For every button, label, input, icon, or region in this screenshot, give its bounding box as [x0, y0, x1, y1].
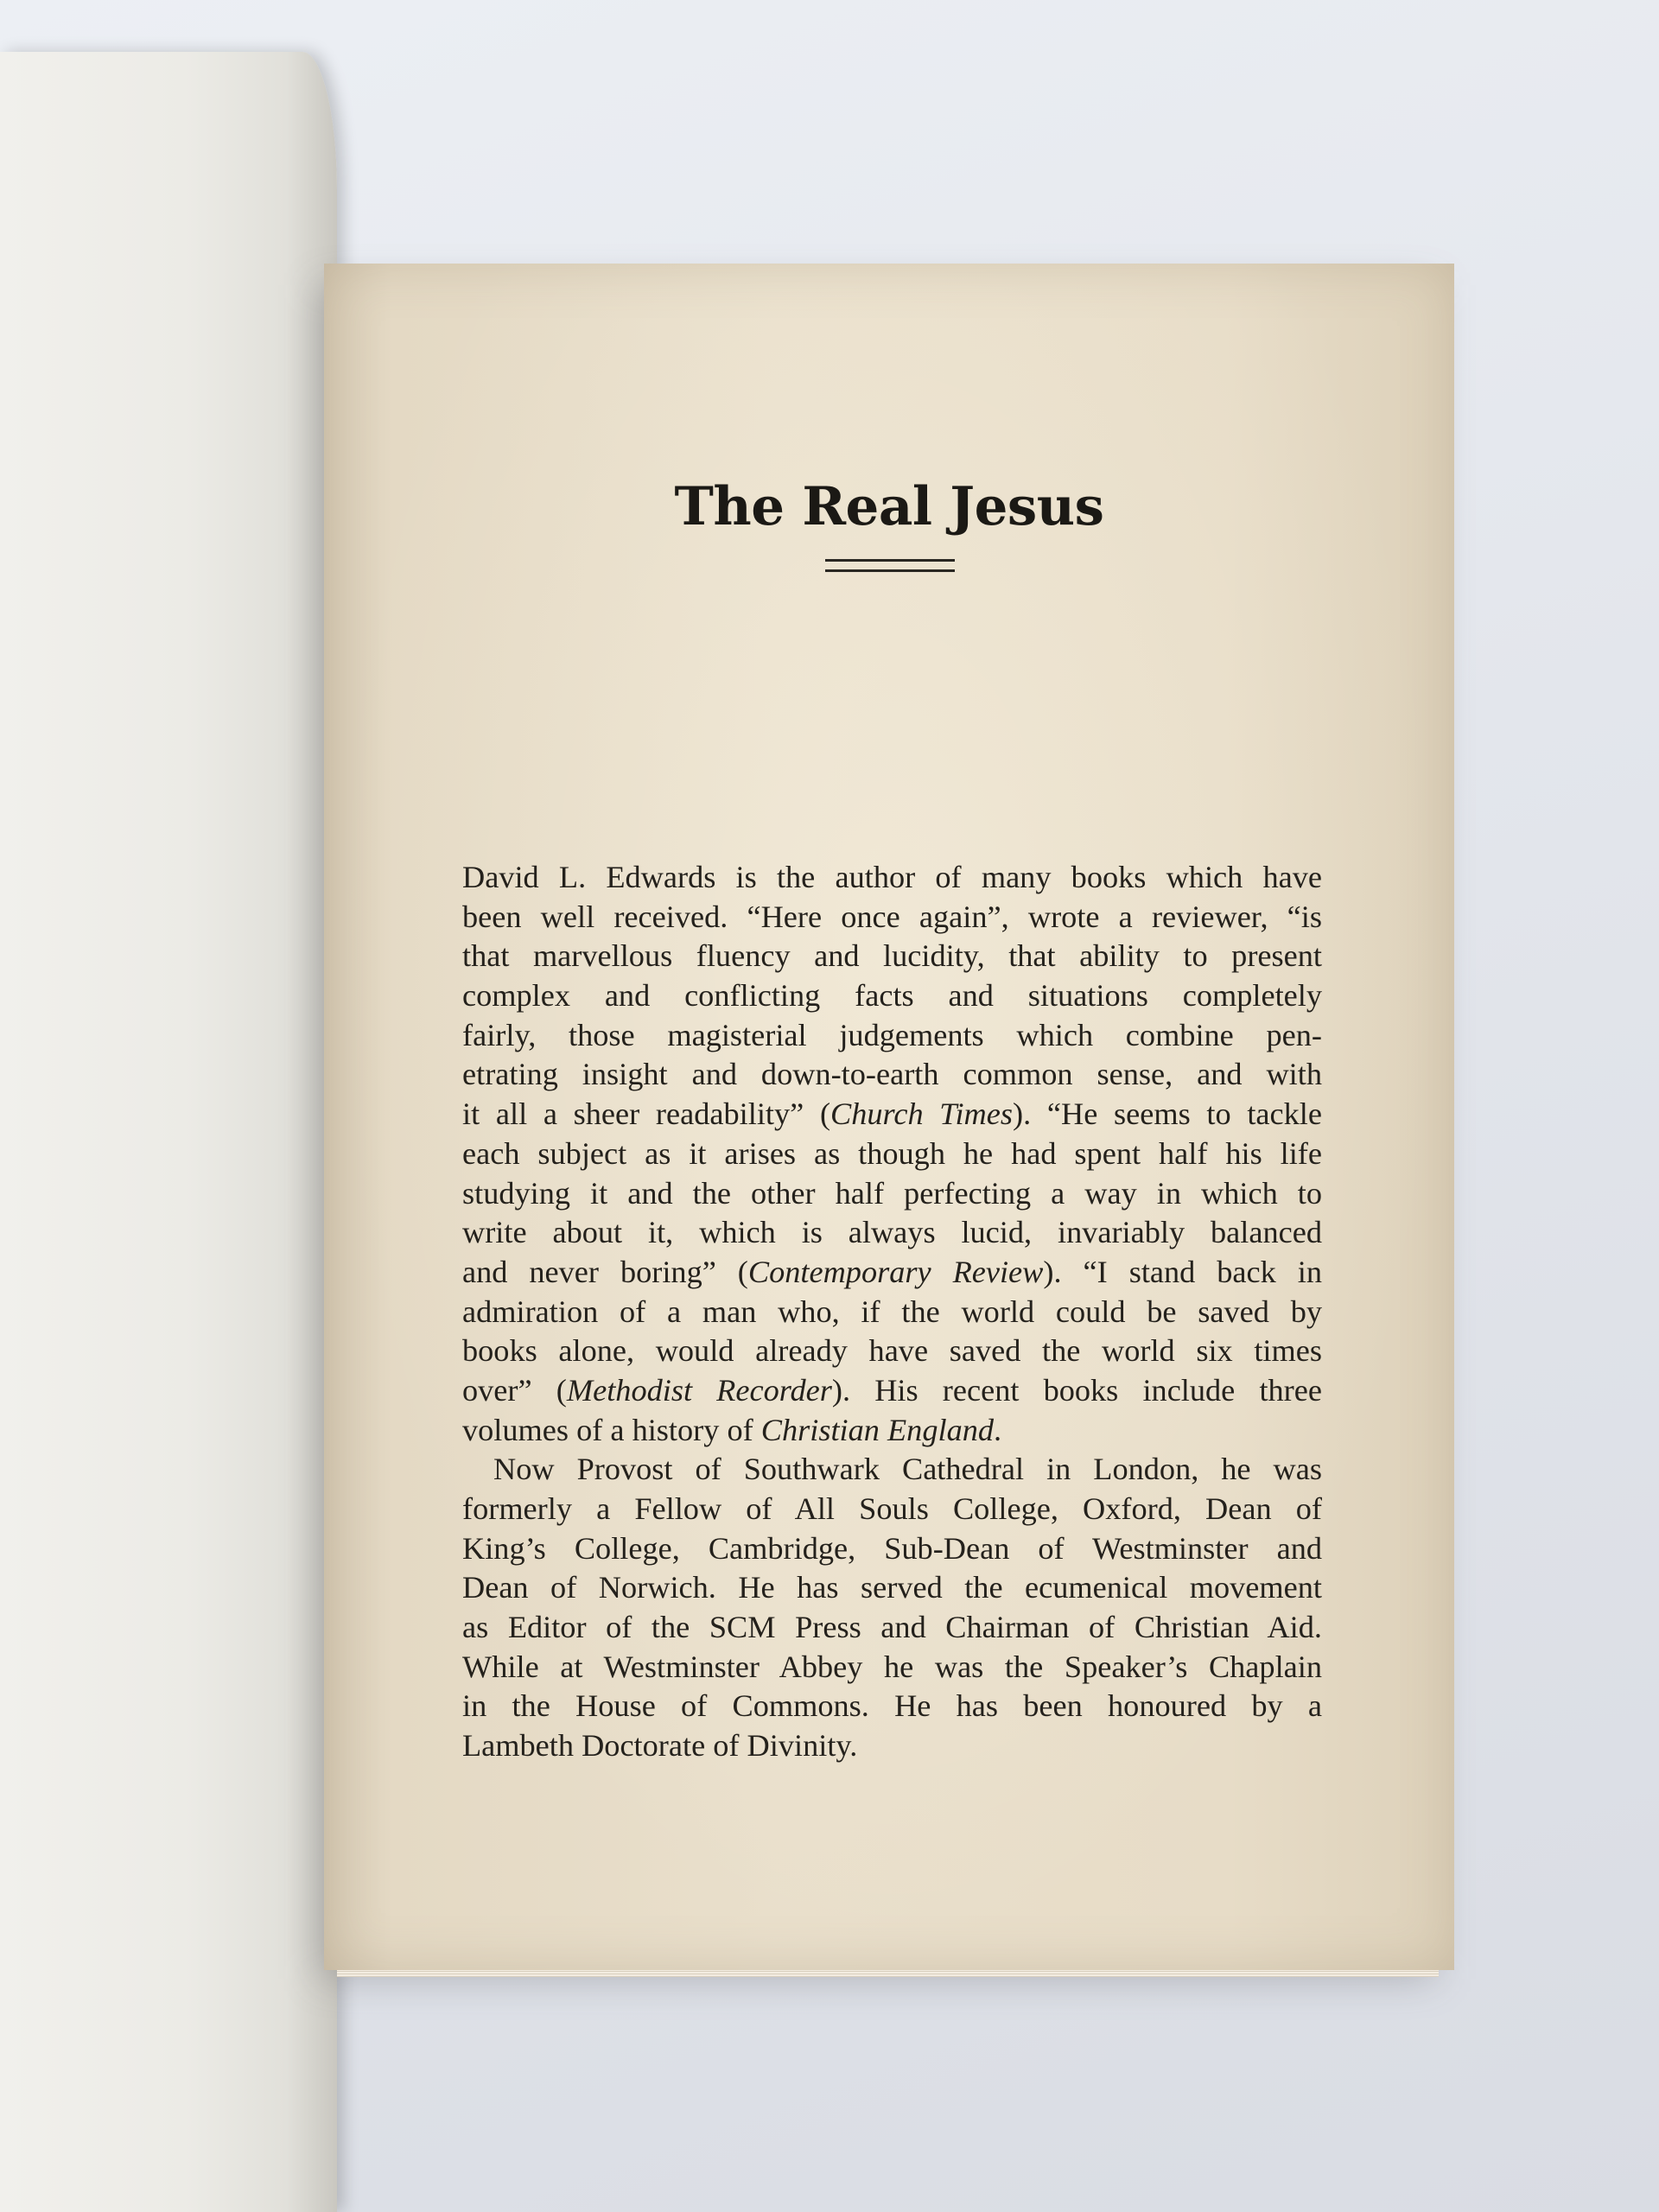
text-line — [462, 1293, 1322, 1332]
text-line — [462, 1371, 1322, 1411]
page-title: The Real Jesus — [674, 476, 1104, 537]
text-run: it all a sheer readability” ( — [462, 1096, 831, 1132]
text-line — [462, 1608, 1322, 1648]
text-line — [462, 1332, 1322, 1371]
text-run: books alone, would already have saved the world six times — [462, 1333, 1322, 1369]
text-run: in the House of Commons. He has been honoured by a — [462, 1688, 1322, 1724]
text-line — [462, 898, 1322, 938]
text-line — [462, 1726, 1322, 1766]
left-blank-page — [0, 52, 337, 2212]
text-line — [462, 1135, 1322, 1174]
text-line — [462, 1529, 1322, 1569]
text-run: ). “He seems to tackle — [1013, 1096, 1322, 1132]
text-run: as Editor of the SCM Press and Chairman of Christian Aid. — [462, 1610, 1322, 1645]
text-run: been well received. “Here once again”, wrote a reviewer, “is — [462, 899, 1322, 934]
text-run: that marvellous fluency and lucidity, that ability to present — [462, 938, 1322, 974]
text-run: While at Westminster Abbey he was the Speaker’s Chaplain — [462, 1649, 1322, 1684]
text-run: studying it and the other half perfecting a way in which to — [462, 1175, 1322, 1211]
text-run: Now Provost of Southwark Cathedral in London, he was — [493, 1452, 1322, 1487]
text-line — [462, 1213, 1322, 1253]
title-double-rule — [825, 559, 955, 572]
italic-citation: Contemporary Review — [747, 1254, 1044, 1289]
text-run: each subject as it arises as though he had spent half his life — [462, 1135, 1322, 1171]
text-run: formerly a Fellow of All Souls College, Oxford, Dean of — [462, 1491, 1322, 1526]
text-line — [462, 858, 1322, 898]
text-line — [462, 1490, 1322, 1529]
text-run: volumes of a history of — [462, 1412, 761, 1447]
text-run: over” ( — [462, 1372, 567, 1408]
text-run: King’s College, Cambridge, Sub-Dean of Westminster and — [462, 1530, 1322, 1566]
text-run: complex and conflicting facts and situations completely — [462, 978, 1322, 1014]
author-biography — [462, 858, 1322, 1766]
italic-citation: Methodist Recorder — [566, 1372, 832, 1408]
text-run: ). “I stand back in — [1043, 1254, 1322, 1289]
text-line — [462, 937, 1322, 976]
text-run: write about it, which is always lucid, invariably balanced — [462, 1215, 1322, 1250]
text-run: fairly, those magisterial judgements which combine pen- — [462, 1017, 1322, 1052]
book-page — [324, 264, 1454, 1970]
text-line — [462, 1411, 1322, 1451]
text-line — [462, 1450, 1322, 1490]
text-run: and never boring” ( — [462, 1254, 748, 1289]
italic-citation: Christian England — [760, 1412, 995, 1447]
text-line — [462, 1687, 1322, 1726]
text-run: . — [994, 1412, 1002, 1447]
text-line — [462, 1016, 1322, 1056]
text-line — [462, 976, 1322, 1016]
text-line — [462, 1253, 1322, 1293]
text-line — [462, 1055, 1322, 1095]
text-line — [462, 1648, 1322, 1688]
text-run: ). His recent books include three — [831, 1372, 1322, 1408]
text-run: Lambeth Doctorate of Divinity. — [462, 1728, 858, 1764]
text-line — [462, 1095, 1322, 1135]
text-run: admiration of a man who, if the world could be saved by — [462, 1294, 1322, 1329]
text-line — [462, 1568, 1322, 1608]
text-line — [462, 1174, 1322, 1214]
italic-citation: Church Times — [830, 1096, 1014, 1132]
text-run: David L. Edwards is the author of many books which have — [462, 860, 1322, 894]
text-run: Dean of Norwich. He has served the ecumenical movement — [462, 1570, 1322, 1605]
text-run: etrating insight and down-to-earth common sense, and with — [462, 1057, 1322, 1092]
